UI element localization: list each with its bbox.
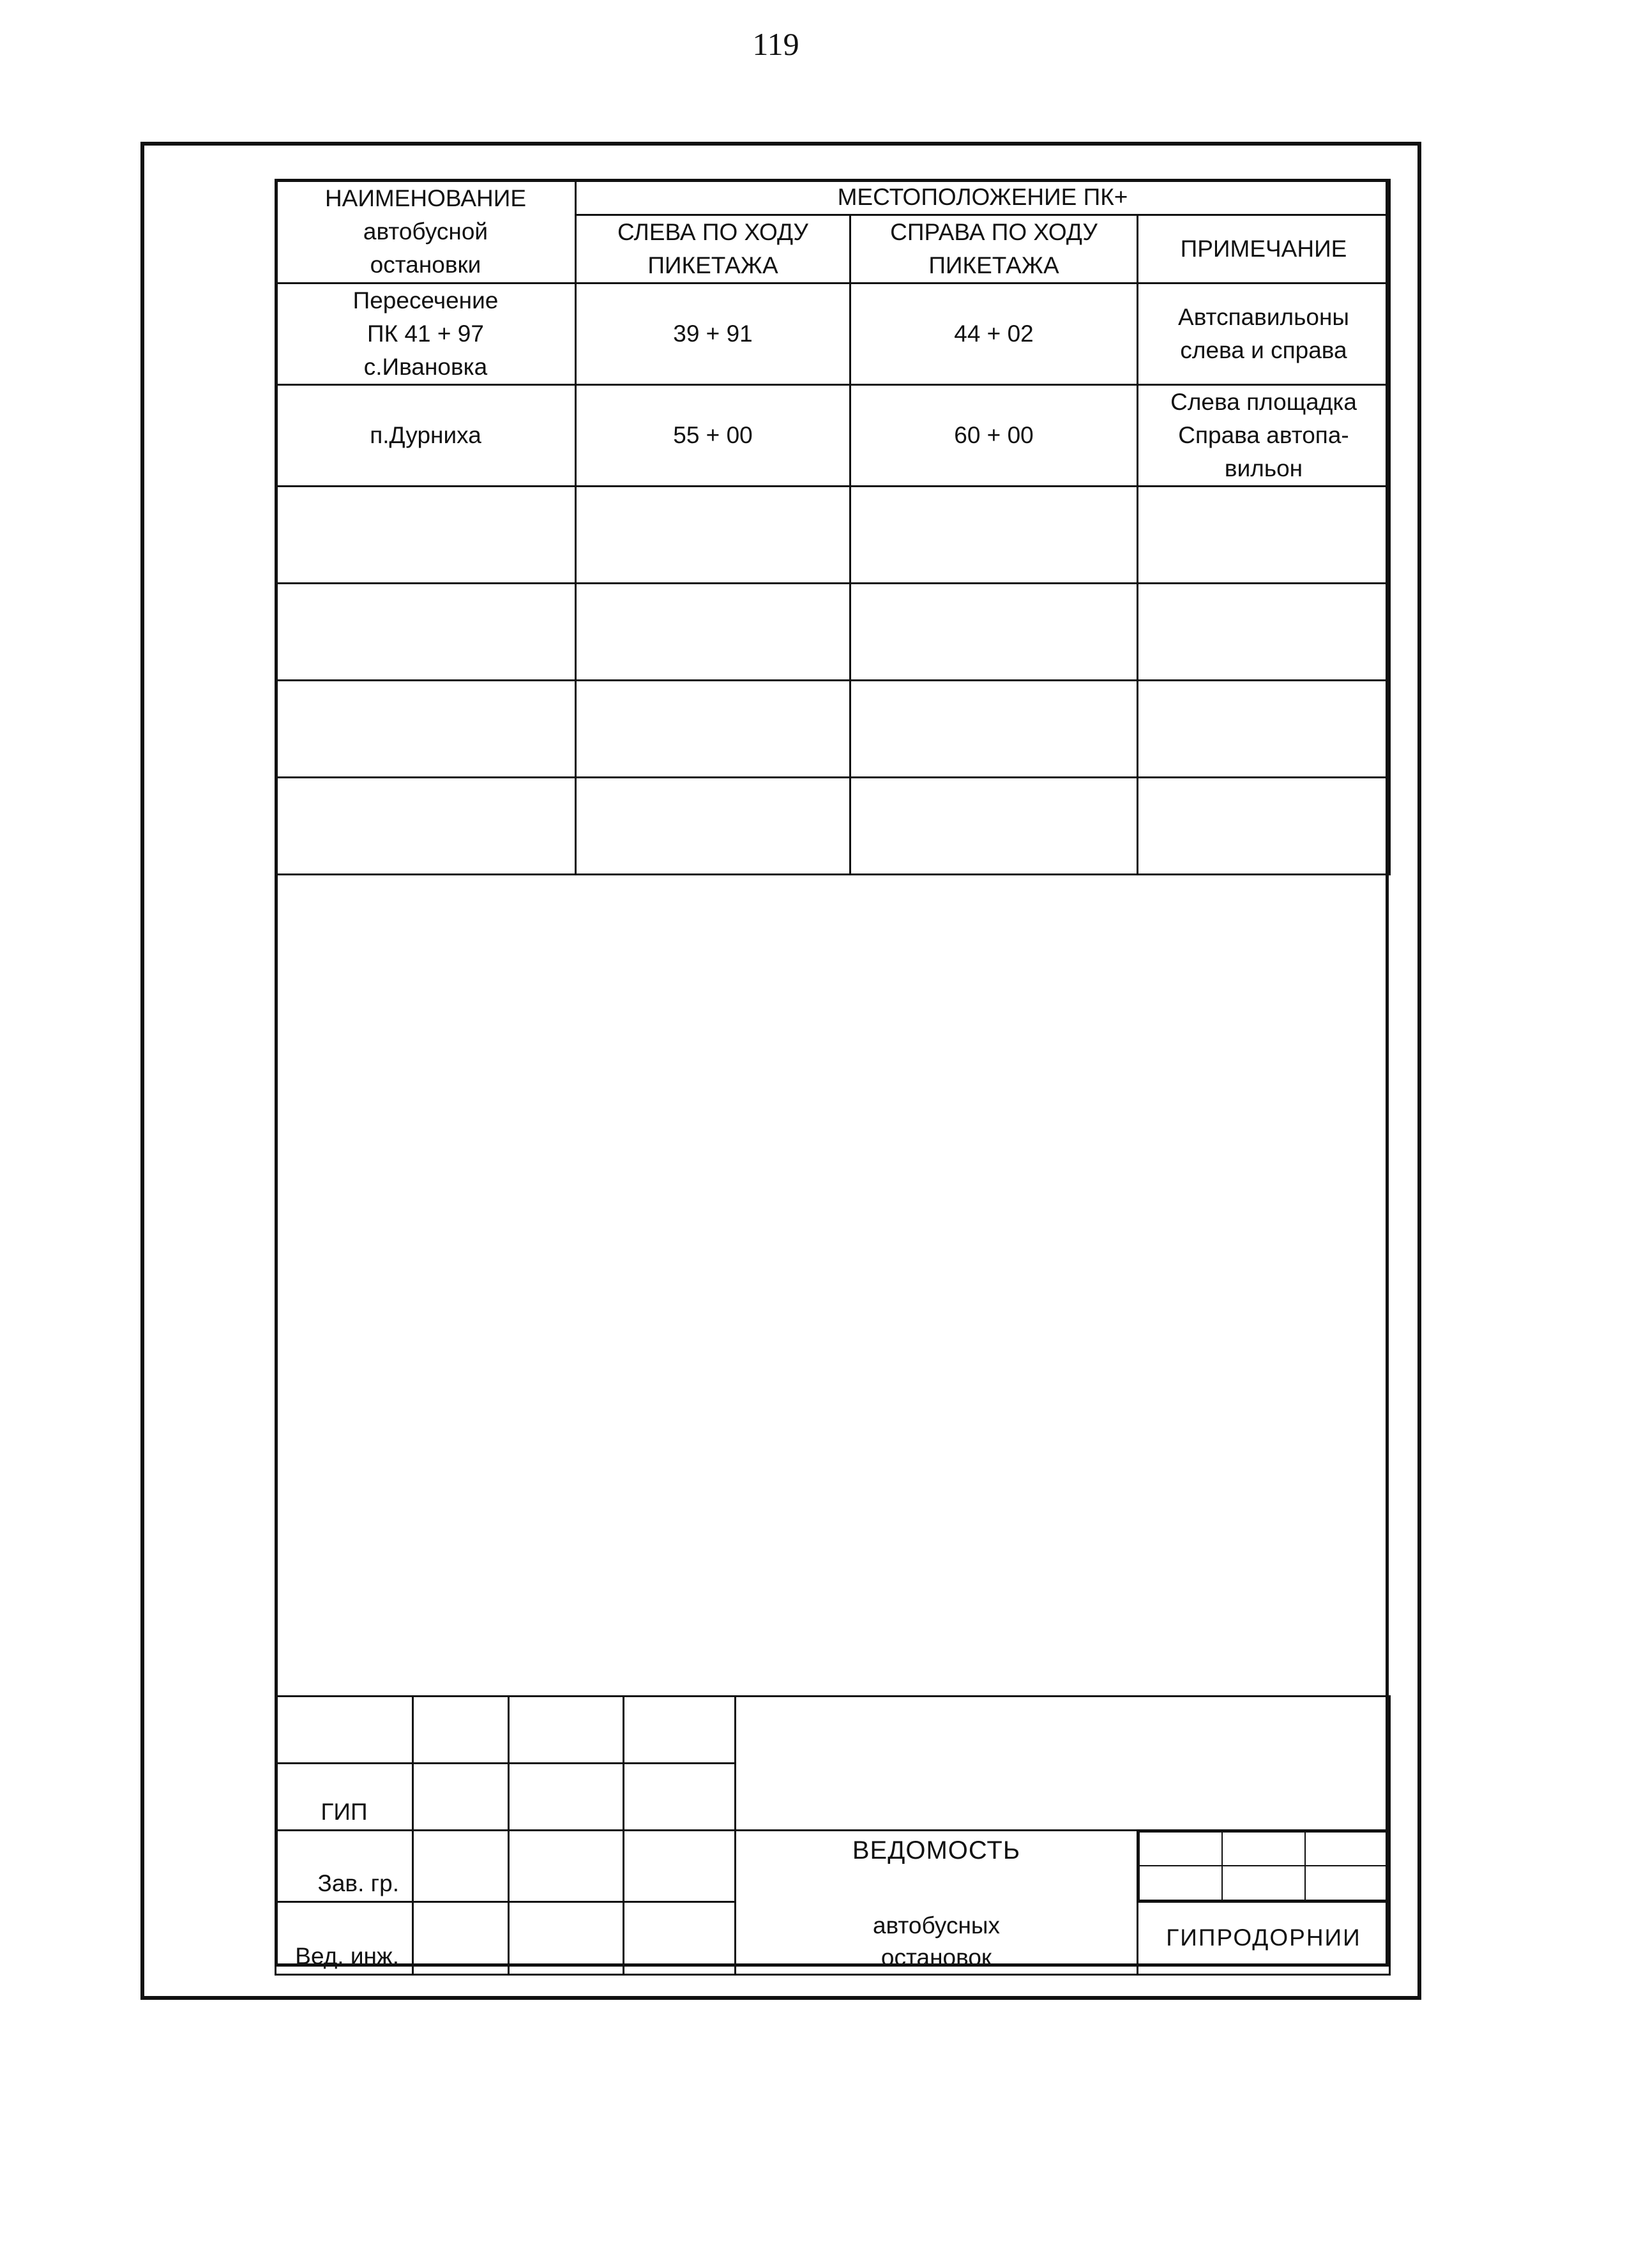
document-title bbox=[736, 1831, 1138, 1975]
header-name bbox=[276, 180, 576, 284]
table-row bbox=[276, 385, 1390, 487]
role-zav-gr: Зав. гр. bbox=[276, 1831, 413, 1902]
empty-row bbox=[276, 681, 1390, 778]
row1-note-line2: слева и справа bbox=[1180, 337, 1347, 363]
title-main: ВЕДОМОСТЬ bbox=[852, 1836, 1021, 1864]
header-right-line1: СПРАВА ПО ХОДУ bbox=[890, 219, 1098, 245]
row2-name: п.Дурниха bbox=[276, 385, 576, 487]
bus-stops-table bbox=[275, 179, 1391, 875]
header-left-line1: СЛЕВА ПО ХОДУ bbox=[617, 219, 808, 245]
empty-row bbox=[276, 487, 1390, 584]
title-sub-line1: автобусных bbox=[872, 1912, 1001, 1939]
role-ved-inzh: Вед. инж. bbox=[276, 1901, 413, 1974]
title-sub-line2: остановок bbox=[881, 1944, 992, 1970]
header-name-line3: остановки bbox=[370, 251, 481, 278]
row1-name-line1: Пересечение bbox=[352, 287, 499, 314]
row1-name-line3: с.Ивановка bbox=[363, 354, 488, 380]
row2-note-line3: вильон bbox=[1224, 455, 1303, 481]
row1-name bbox=[276, 284, 576, 385]
header-name-line2: автобусной bbox=[363, 218, 488, 245]
row1-left: 39 + 91 bbox=[576, 284, 850, 385]
role-gip: ГИП bbox=[276, 1764, 413, 1831]
page-number: 119 bbox=[752, 26, 799, 62]
header-left-line2: ПИКЕТАЖА bbox=[647, 252, 778, 278]
header-name-line1: НАИМЕНОВАНИЕ bbox=[324, 185, 527, 211]
row2-note-line1: Слева площадка bbox=[1170, 389, 1357, 415]
row1-note bbox=[1138, 284, 1390, 385]
header-location-group: МЕСТОПОЛОЖЕНИЕ ПК+ bbox=[576, 180, 1390, 215]
header-right-line2: ПИКЕТАЖА bbox=[928, 252, 1059, 278]
stamp-blank-area bbox=[736, 1697, 1390, 1831]
sheet-info-cells bbox=[1138, 1831, 1390, 1902]
row1-right: 44 + 02 bbox=[850, 284, 1138, 385]
header-left bbox=[576, 215, 850, 284]
empty-row bbox=[276, 584, 1390, 681]
row2-note bbox=[1138, 385, 1390, 487]
title-block bbox=[275, 1695, 1391, 1976]
empty-row bbox=[276, 778, 1390, 875]
row2-left: 55 + 00 bbox=[576, 385, 850, 487]
row1-name-line2: ПК 41 + 97 bbox=[367, 321, 484, 347]
header-note: ПРИМЕЧАНИЕ bbox=[1138, 215, 1390, 284]
row2-right: 60 + 00 bbox=[850, 385, 1138, 487]
organization: ГИПРОДОРНИИ bbox=[1138, 1901, 1390, 1974]
header-right bbox=[850, 215, 1138, 284]
table-row bbox=[276, 284, 1390, 385]
row2-note-line2: Справа автопа- bbox=[1178, 422, 1349, 448]
row1-note-line1: Автспавильоны bbox=[1178, 304, 1349, 330]
